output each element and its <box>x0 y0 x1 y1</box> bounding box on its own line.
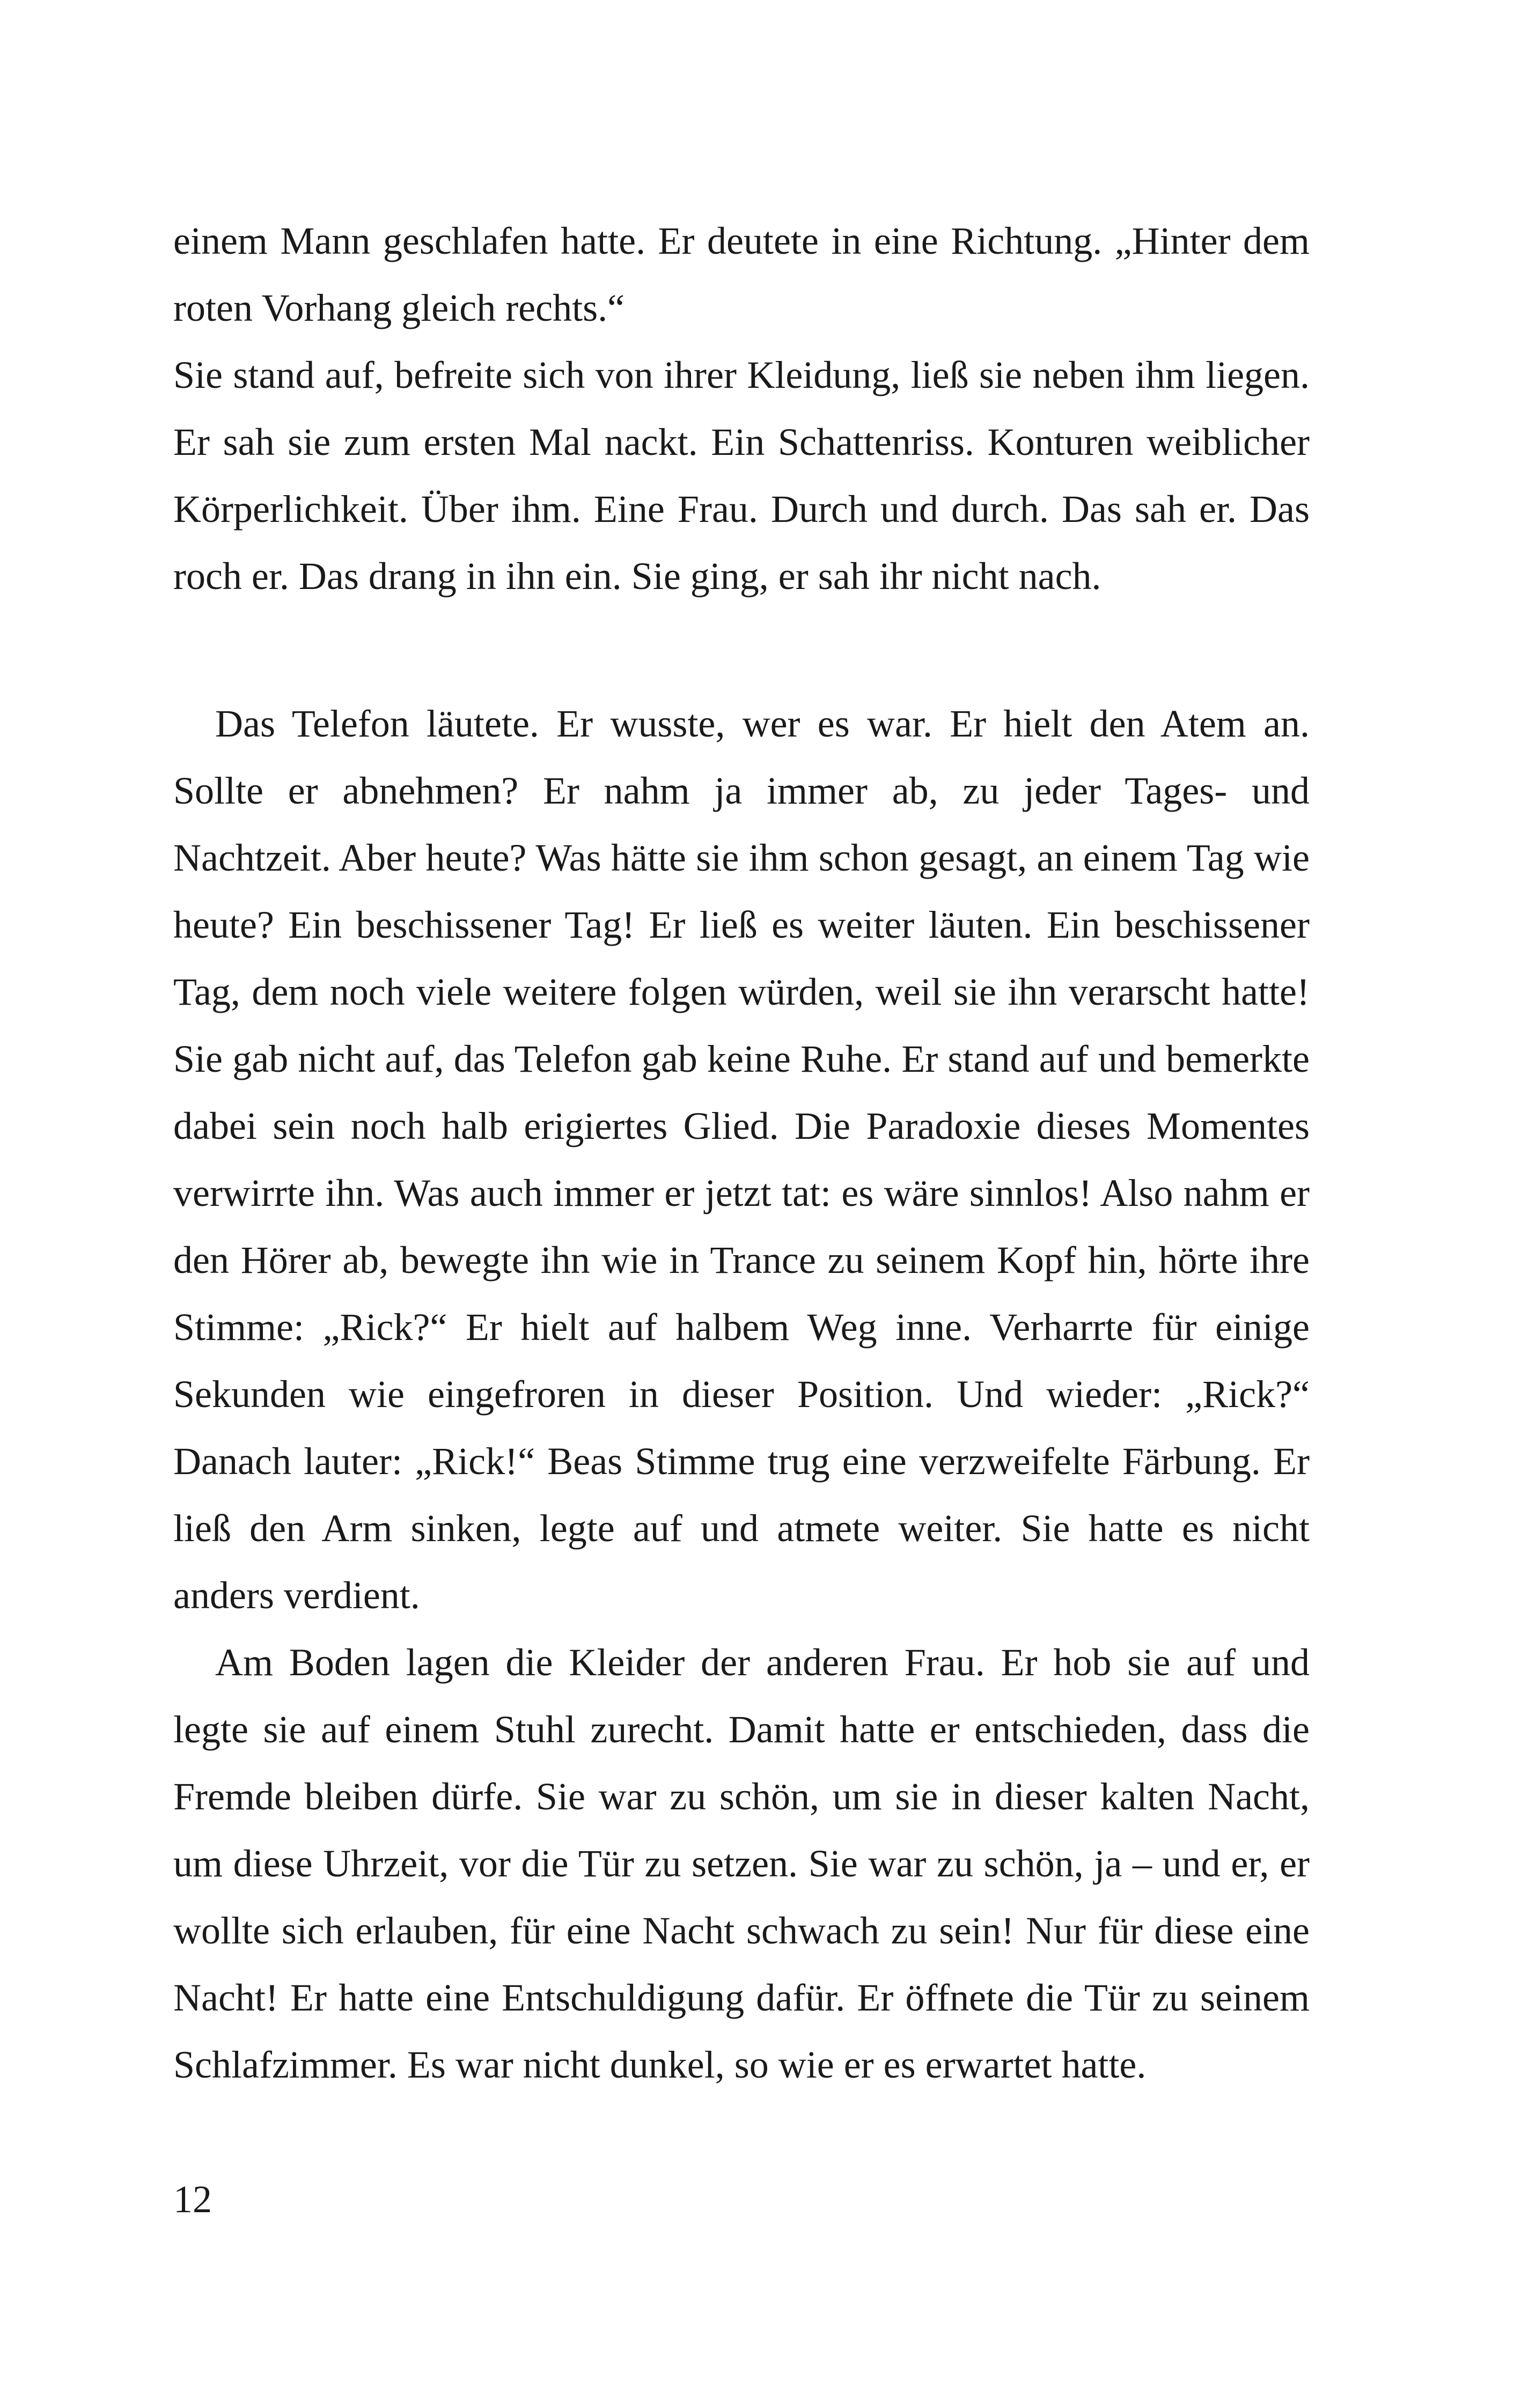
paragraph: Das Telefon läutete. Er wusste, wer es war. Er hielt den Atem an. Sollte er abnehmen? Er nahm ja immer ab, zu jeder Tages- und Nachtzeit. Aber heute? Was hätte sie ihm schon gesagt, an einem Tag wie heute? Ein beschissener Tag! Er ließ es weiter läuten. Ein beschissener Tag, dem noch viele weitere folgen würden, weil sie ihn verarscht hatte! Sie gab nicht auf, das Telefon gab keine Ruhe. Er stand auf und bemerkte dabei sein noch halb erigiertes Glied. Die Paradoxie dieses Momentes verwirrte ihn. Was auch immer er jetzt tat: es wäre sinnlos! Also nahm er den Hörer ab, bewegte ihn wie in Trance zu seinem Kopf hin, hörte ihre Stimme: „Rick?“ Er hielt auf halbem Weg inne. Verharrte für einige Sekunden wie eingefroren in dieser Position. Und wieder: „Rick?“ Danach lauter: „Rick!“ Beas Stimme trug eine verzweifelte Färbung. Er ließ den Arm sinken, legte auf und atmete weiter. Sie hatte es nicht anders verdient. <box>173 702 1310 1617</box>
paragraph: einem Mann geschlafen hatte. Er deutete in eine Richtung. „Hinter dem roten Vorhang gleich rechts.“ <box>173 219 1310 329</box>
text-block-bottom <box>173 690 1310 2098</box>
paragraph: Sie stand auf, befreite sich von ihrer Kleidung, ließ sie neben ihm liegen. Er sah sie zum ersten Mal nackt. Ein Schattenriss. Konturen weiblicher Körperlichkeit. Über ihm. Eine Frau. Durch und durch. Das sah er. Das roch er. Das drang in ihn ein. Sie ging, er sah ihr nicht nach. <box>173 354 1310 598</box>
text-block-top <box>173 208 1310 610</box>
page-number: 12 <box>173 2178 212 2221</box>
paragraph: Am Boden lagen die Kleider der anderen Frau. Er hob sie auf und legte sie auf einem Stuhl zurecht. Damit hatte er entschieden, dass die Fremde bleiben dürfe. Sie war zu schön, um sie in dieser kalten Nacht, um diese Uhrzeit, vor die Tür zu setzen. Sie war zu schön, ja – und er, er wollte sich erlauben, für eine Nacht schwach zu sein! Nur für diese eine Nacht! Er hatte eine Entschuldigung dafür. Er öffnete die Tür zu seinem Schlafzimmer. Es war nicht dunkel, so wie er es erwartet hatte. <box>173 1641 1310 2086</box>
